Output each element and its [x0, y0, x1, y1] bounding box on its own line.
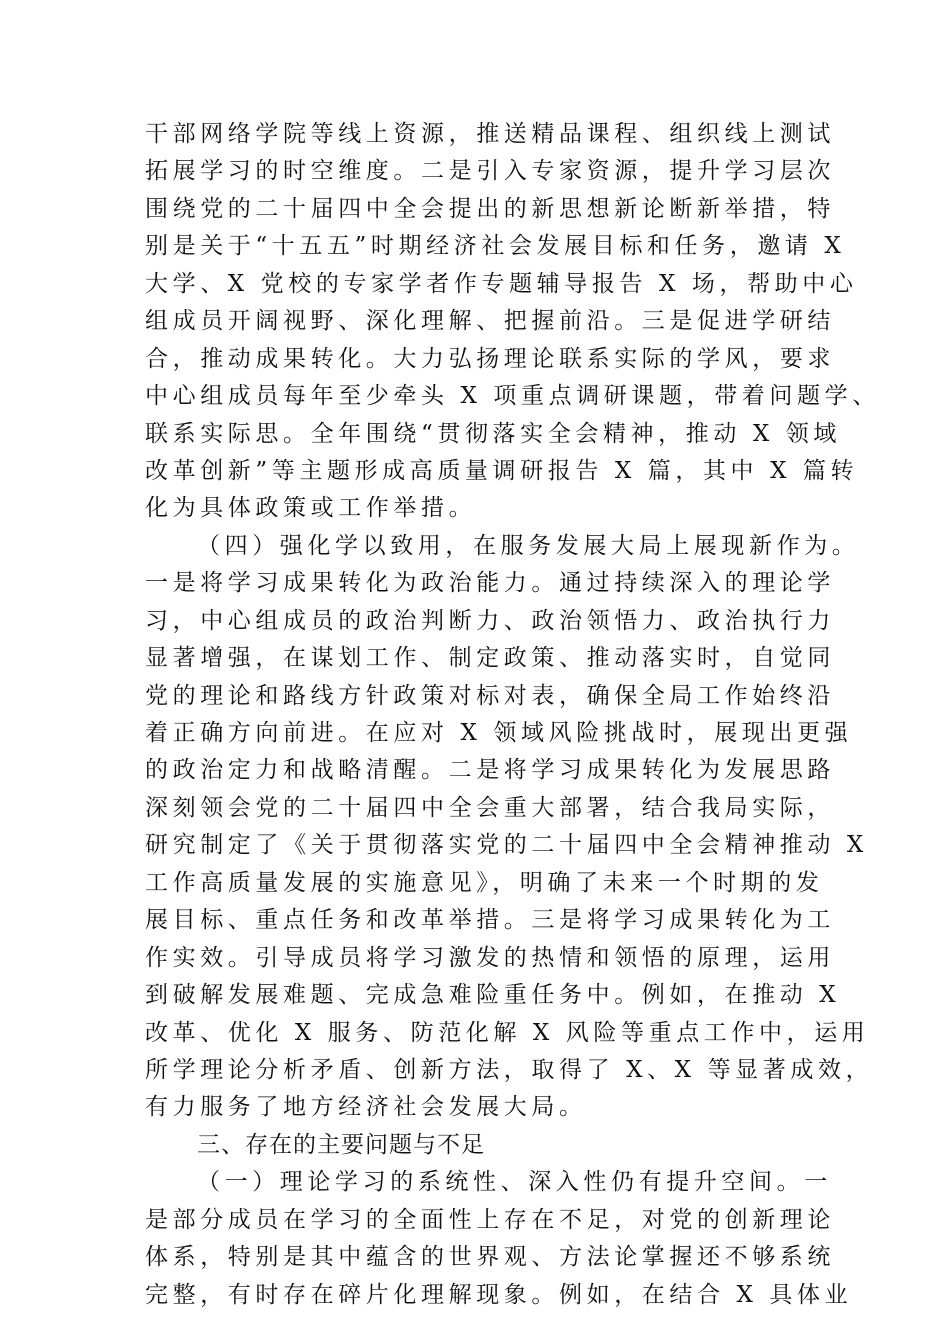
body-line: 体系，特别是其中蕴含的世界观、方法论掌握还不够系统 — [145, 1244, 835, 1271]
body-line: 到破解发展难题、完成急难险重任务中。例如，在推动 X — [145, 982, 841, 1009]
body-line: 显著增强，在谋划工作、制定政策、推动落实时，自觉同 — [145, 645, 835, 672]
body-line: 改革创新”等主题形成高质量调研报告 X 篇，其中 X 篇转 — [145, 457, 859, 484]
body-line: 化为具体政策或工作举措。 — [145, 495, 477, 522]
body-line: 有力服务了地方经济社会发展大局。 — [145, 1094, 587, 1121]
body-line: 改革、优化 X 服务、防范化解 X 风险等重点工作中，运用 — [145, 1019, 870, 1046]
body-line: 工作高质量发展的实施意见》，明确了未来一个时期的发 — [145, 869, 824, 896]
body-line: 作实效。引导成员将学习激发的热情和领悟的原理，运用 — [145, 944, 835, 971]
document-page — [145, 116, 880, 1314]
body-line: 干部网络学院等线上资源，推送精品课程、组织线上测试 — [145, 121, 835, 147]
section-heading-3: 三、存在的主要问题与不足 — [197, 1131, 485, 1158]
subsection-heading-1: （一）理论学习的系统性、深入性仍有提升空间。一 — [197, 1169, 832, 1196]
body-line: 完整，有时存在碎片化理解现象。例如，在结合 X 具体业 — [145, 1281, 853, 1308]
body-line: 中心组成员每年至少牵头 X 项重点调研课题，带着问题学、 — [145, 383, 880, 410]
body-line: 所学理论分析矛盾、创新方法，取得了 X、X 等显著成效， — [145, 1056, 874, 1083]
body-line: 研究制定了《关于贯彻落实党的二十届四中全会精神推动 X — [145, 832, 868, 859]
body-line: 的政治定力和战略清醒。二是将学习成果转化为发展思路 — [145, 757, 835, 784]
body-line: 展目标、重点任务和改革举措。三是将学习成果转化为工 — [145, 907, 835, 934]
body-line: 围绕党的二十届四中全会提出的新思想新论断新举措，特 — [145, 195, 835, 222]
body-line: 别是关于“十五五”时期经济社会发展目标和任务，邀请 X — [145, 233, 846, 260]
body-line: 党的理论和路线方针政策对标对表，确保全局工作始终沿 — [145, 682, 835, 709]
body-line: 拓展学习的时空维度。二是引入专家资源，提升学习层次 — [145, 158, 835, 185]
body-line: 着正确方向前进。在应对 X 领域风险挑战时，展现出更强 — [145, 720, 853, 746]
body-line: 是部分成员在学习的全面性上存在不足，对党的创新理论 — [145, 1206, 835, 1233]
body-line: 合，推动成果转化。大力弘扬理论联系实际的学风，要求 — [145, 345, 835, 372]
body-line: 大学、X 党校的专家学者作专题辅导报告 X 场，帮助中心 — [145, 270, 858, 297]
body-line: 习，中心组成员的政治判断力、政治领悟力、政治执行力 — [145, 607, 835, 634]
body-line: 一是将学习成果转化为政治能力。通过持续深入的理论学 — [145, 570, 835, 597]
subsection-heading-4: （四）强化学以致用，在服务发展大局上展现新作为。 — [197, 532, 860, 559]
body-line: 深刻领会党的二十届四中全会重大部署，结合我局实际， — [145, 794, 835, 821]
body-line: 联系实际思。全年围绕“贯彻落实全会精神，推动 X 领域 — [145, 420, 841, 447]
body-line: 组成员开阔视野、深化理解、把握前沿。三是促进学研结 — [145, 308, 835, 335]
